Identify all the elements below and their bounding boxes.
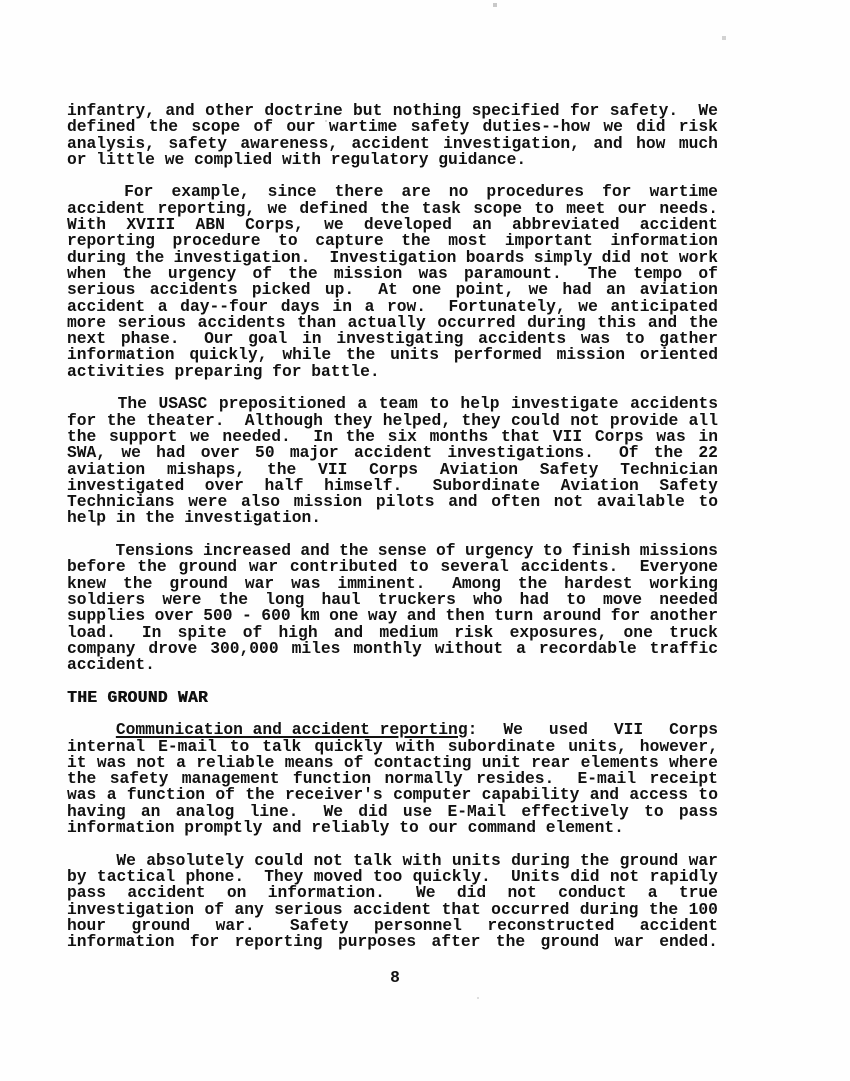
text-line: aviation mishaps, the VII Corps Aviation Safety Technician xyxy=(67,459,718,479)
text-line: next phase. Our goal in investigating accidents was to gather xyxy=(67,329,718,349)
text-line: defined the scope of our wartime safety duties--how we did risk xyxy=(67,117,718,137)
paragraph xyxy=(67,103,718,168)
paragraph xyxy=(67,722,718,836)
text-line: accident. xyxy=(67,655,155,675)
text-line: load. In spite of high and medium risk exposures, one truck xyxy=(67,622,718,642)
text-line: With XVIII ABN Corps, we developed an abbreviated accident xyxy=(67,215,718,235)
text-line: information for reporting purposes after the ground war ended. xyxy=(67,932,718,952)
text-line: or little we complied with regulatory guidance. xyxy=(67,149,527,169)
text-line: the safety management function normally resides. E-mail receipt xyxy=(67,769,718,789)
underlined-text: Communication and accident reporting xyxy=(115,720,468,740)
text-line: reporting procedure to capture the most important information xyxy=(67,231,718,251)
text-line: having an analog line. We did use E-Mail effectively to pass xyxy=(67,801,718,821)
text-line: Tensions increased and the sense of urgency to finish missions xyxy=(115,541,718,561)
text-line: before the ground war contributed to several accidents. Everyone xyxy=(67,557,718,577)
text-line: SWA, we had over 50 major accident investigations. Of the 22 xyxy=(67,443,718,463)
text-line: supplies over 500 - 600 km one way and then turn around for another xyxy=(67,606,718,626)
text-line: For example, since there are no procedures for wartime xyxy=(124,182,718,202)
paragraph xyxy=(67,184,718,380)
text-line: the support we needed. In the six months that VII Corps was in xyxy=(67,426,718,446)
text-line: more serious accidents than actually occurred during this and the xyxy=(67,312,718,332)
text-line: when the urgency of the mission was paramount. The tempo of xyxy=(67,263,718,283)
scan-specks xyxy=(0,0,2,2)
text-line: The USASC prepositioned a team to help investigate accidents xyxy=(117,394,718,414)
text-line: accident a day--four days in a row. Fortunately, we anticipated xyxy=(67,296,718,316)
section-heading-block xyxy=(67,687,718,707)
text-line: investigated over half himself. Subordinate Aviation Safety xyxy=(67,475,718,495)
text-line: analysis, safety awareness, accident investigation, and how much xyxy=(67,133,718,153)
text-line: soldiers were the long haul truckers who had to move needed xyxy=(67,589,718,609)
text-line: help in the investigation. xyxy=(67,508,322,528)
text-line: it was not a reliable means of contacting unit rear elements where xyxy=(67,752,718,772)
text-line: by tactical phone. They moved too quickly. Units did not rapidly xyxy=(67,866,718,886)
paragraph xyxy=(67,543,718,673)
text-line: infantry, and other doctrine but nothing specified for safety. We xyxy=(67,101,718,120)
section-heading: THE GROUND WAR xyxy=(67,687,208,707)
paragraph xyxy=(67,396,718,526)
text-line: during the investigation. Investigation boards simply did not work xyxy=(67,247,718,267)
text-line: information quickly, while the units performed mission oriented xyxy=(67,345,718,365)
text-line: Technicians were also mission pilots and often not available to xyxy=(67,492,718,512)
text-line: was a function of the receiver's computer capability and access to xyxy=(67,785,718,805)
text-line: pass accident on information. We did not conduct a true xyxy=(67,883,718,903)
paragraph xyxy=(67,850,718,952)
text-line: We absolutely could not talk with units during the ground war xyxy=(116,850,718,870)
document-body xyxy=(67,103,718,950)
text-line: company drove 300,000 miles monthly without a recordable traffic xyxy=(67,638,718,658)
text-line: information promptly and reliably to our command element. xyxy=(67,818,624,838)
text-line: serious accidents picked up. At one point, we had an aviation xyxy=(67,280,718,300)
text-line: knew the ground war was imminent. Among the hardest working xyxy=(67,573,718,593)
text-line: activities preparing for battle. xyxy=(67,361,380,381)
text-line: investigation of any serious accident that occurred during the 100 xyxy=(67,899,718,919)
text-line: Communication and accident reporting: We used VII Corps xyxy=(115,720,718,740)
text-line: accident reporting, we defined the task scope to meet our needs. xyxy=(67,198,718,218)
text-line: internal E-mail to talk quickly with subordinate units, however, xyxy=(67,736,718,756)
page-number: 8 xyxy=(390,968,400,987)
text-line: hour ground war. Safety personnel reconstructed accident xyxy=(67,915,718,935)
text-line: for the theater. Although they helped, they could not provide all xyxy=(67,410,718,430)
